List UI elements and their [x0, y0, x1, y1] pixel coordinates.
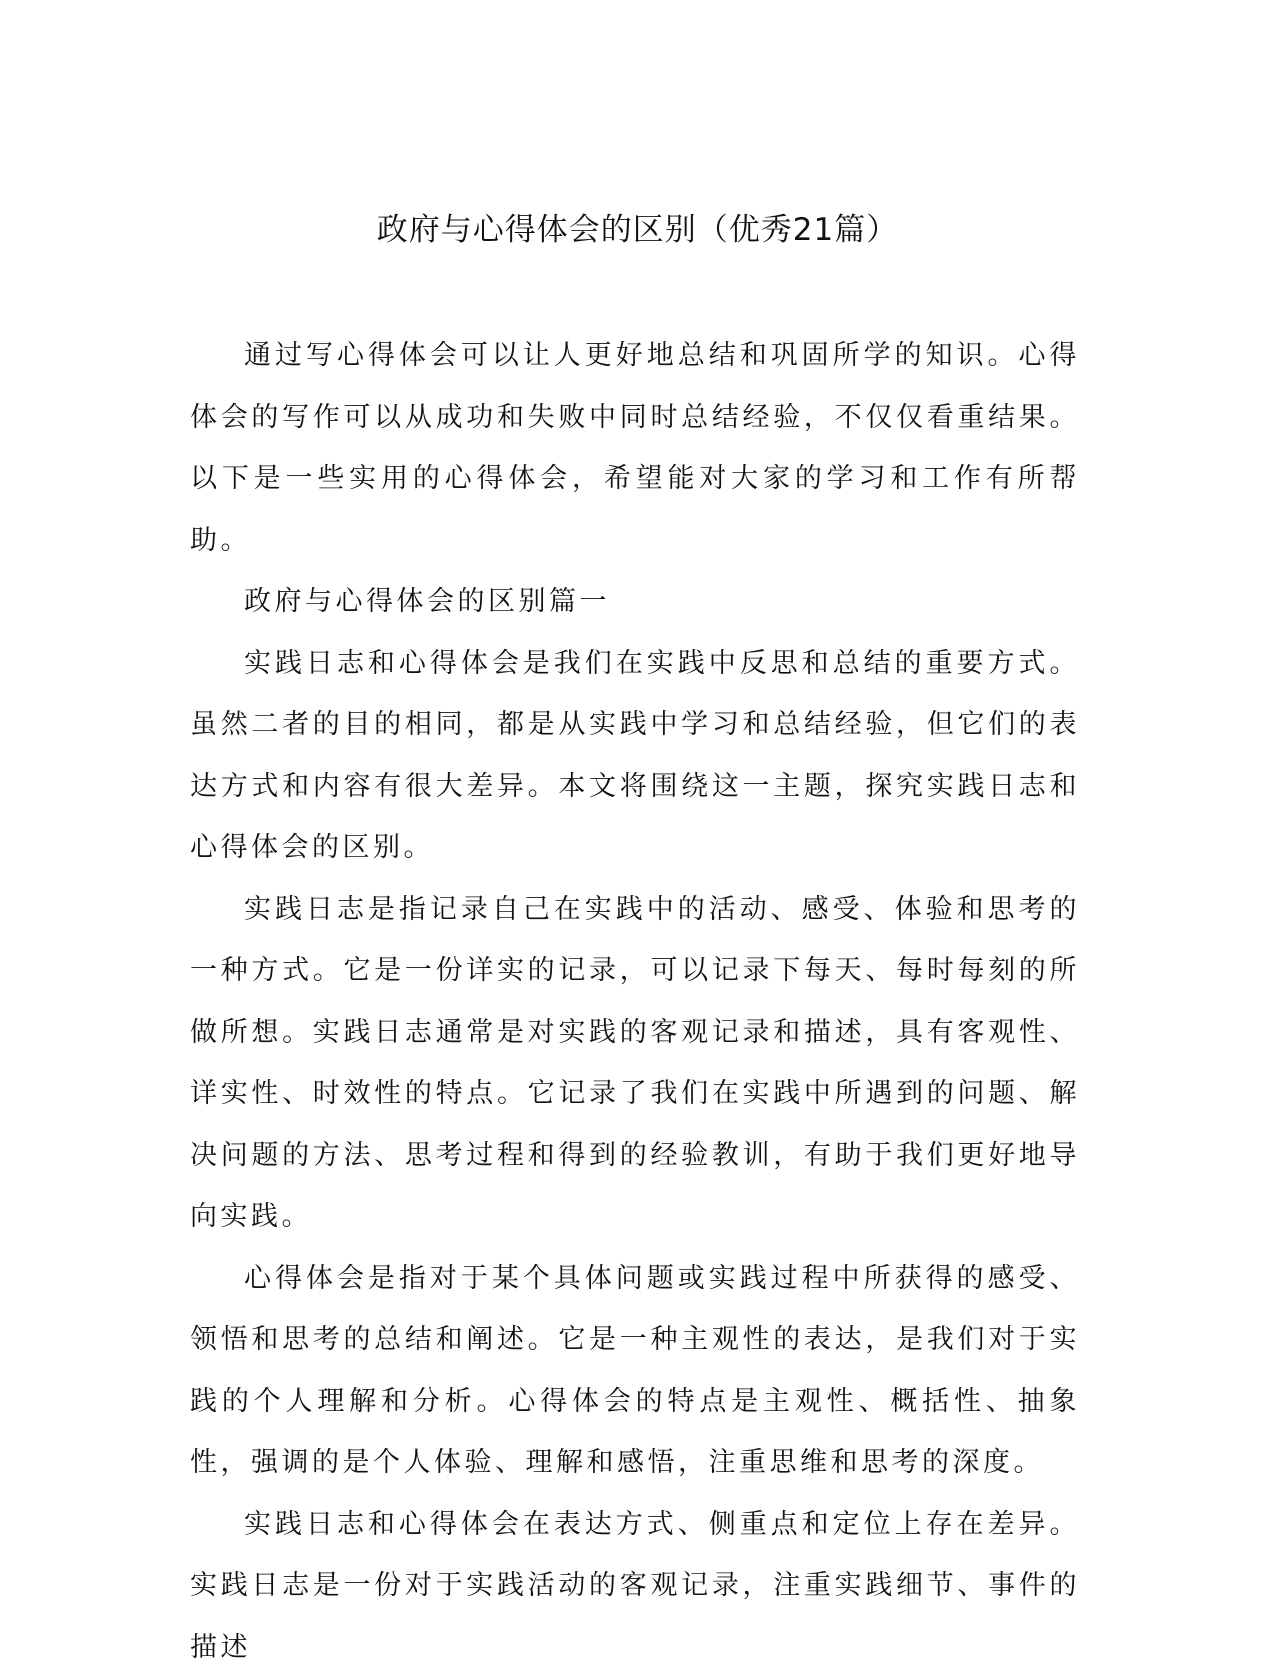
- document-body: [190, 325, 1080, 1678]
- paragraph: 心得体会是指对于某个具体问题或实践过程中所获得的感受、领悟和思考的总结和阐述。它是一种主观性的表达，是我们对于实践的个人理解和分析。心得体会的特点是主观性、概括性、抽象性，强调的是个人体验、理解和感悟，注重思维和思考的深度。: [190, 1248, 1080, 1494]
- paragraph-intro: 通过写心得体会可以让人更好地总结和巩固所学的知识。心得体会的写作可以从成功和失败中同时总结经验，不仅仅看重结果。以下是一些实用的心得体会，希望能对大家的学习和工作有所帮助。: [190, 325, 1080, 571]
- paragraph: 实践日志和心得体会是我们在实践中反思和总结的重要方式。虽然二者的目的相同，都是从实践中学习和总结经验，但它们的表达方式和内容有很大差异。本文将围绕这一主题，探究实践日志和心得体会的区别。: [190, 633, 1080, 879]
- section-heading-1: 政府与心得体会的区别篇一: [190, 571, 1080, 633]
- paragraph: 实践日志是指记录自己在实践中的活动、感受、体验和思考的一种方式。它是一份详实的记录，可以记录下每天、每时每刻的所做所想。实践日志通常是对实践的客观记录和描述，具有客观性、详实性、时效性的特点。它记录了我们在实践中所遇到的问题、解决问题的方法、思考过程和得到的经验教训，有助于我们更好地导向实践。: [190, 879, 1080, 1248]
- paragraph: 实践日志和心得体会在表达方式、侧重点和定位上存在差异。实践日志是一份对于实践活动的客观记录，注重实践细节、事件的描述: [190, 1494, 1080, 1678]
- document-title: 政府与心得体会的区别（优秀21篇）: [0, 208, 1275, 252]
